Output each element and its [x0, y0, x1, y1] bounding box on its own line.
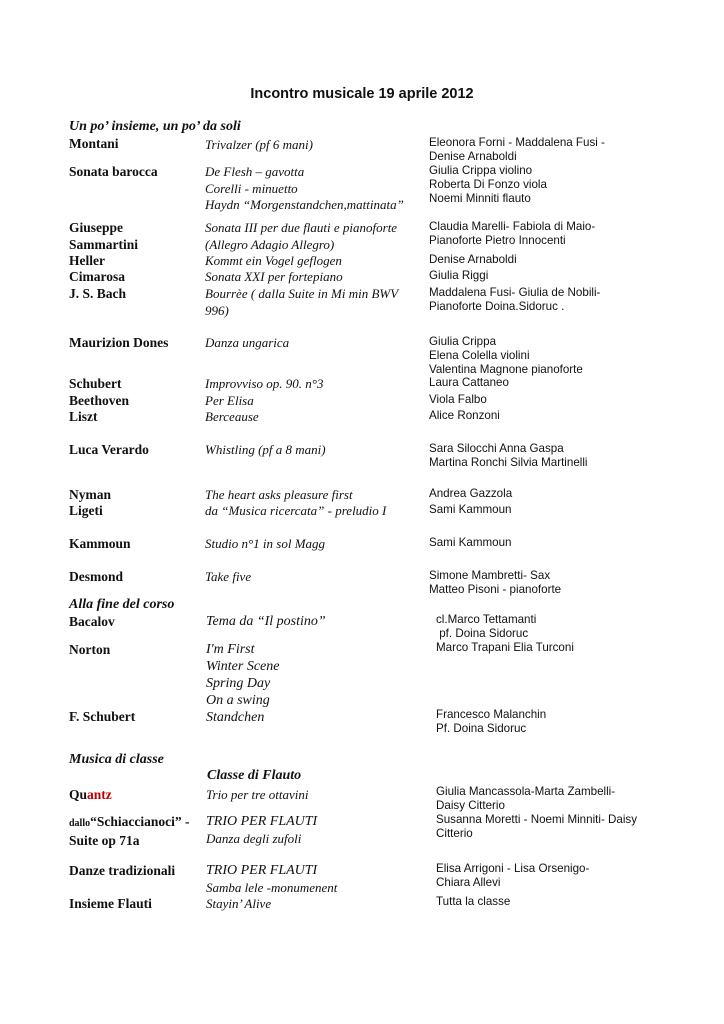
performers-desmond: Simone Mambretti- Sax Matteo Pisoni - pianoforte	[429, 569, 562, 597]
page-title: Incontro musicale 19 aprile 2012	[250, 86, 474, 102]
work-desmond: Take five	[205, 569, 252, 584]
section-heading-3: Musica di classe	[69, 752, 164, 767]
composer-schiaccianoci: dallo“Schiaccianoci” - Suite op 71a	[69, 814, 190, 848]
work-sammartini: Sonata III per due flauti e pianoforte (Allegro Adagio Allegro)	[205, 220, 398, 252]
composer-ligeti: Ligeti	[69, 503, 103, 518]
work-danze-tradizionali: TRIO PER FLAUTI Samba lele -monumenent	[206, 863, 338, 895]
work-dones: Danza ungarica	[205, 335, 290, 350]
composer-bacalov: Bacalov	[69, 614, 115, 629]
composer-schubert: Schubert	[69, 376, 122, 391]
performers-norton: Marco Trapani Elia Turconi	[436, 641, 574, 654]
work-bacalov: Tema da “Il postino”	[206, 614, 326, 629]
performers-nyman: Andrea Gazzola	[429, 487, 513, 500]
work-bach: Bourrèe ( dalla Suite in Mi min BWV 996)	[205, 286, 399, 318]
work-sonata-barocca: De Flesh – gavotta Corelli - minuetto Haydn “Morgenstandchen,mattinata”	[205, 164, 404, 212]
performers-kammoun: Sami Kammoun	[429, 536, 512, 549]
performers-liszt: Alice Ronzoni	[429, 409, 500, 422]
work-f-schubert: Standchen	[206, 710, 265, 725]
work-schubert: Improvviso op. 90. n°3	[205, 376, 324, 391]
composer-kammoun: Kammoun	[69, 536, 131, 551]
composer-f-schubert: F. Schubert	[69, 709, 136, 724]
work-montani: Trivalzer (pf 6 mani)	[205, 137, 313, 152]
composer-sonata-barocca: Sonata barocca	[69, 164, 158, 179]
work-nyman: The heart asks pleasure first	[205, 487, 353, 502]
composer-norton: Norton	[69, 642, 111, 657]
composer-danze-tradizionali: Danze tradizionali	[69, 863, 176, 878]
performers-insieme-flauti: Tutta la classe	[436, 895, 511, 908]
performers-montani: Eleonora Forni - Maddalena Fusi - Denise Arnaboldi	[429, 136, 605, 164]
composer-beethoven: Beethoven	[69, 393, 129, 408]
work-schiaccianoci: TRIO PER FLAUTI Danza degli zufoli	[206, 814, 318, 846]
work-insieme-flauti: Stayin’ Alive	[206, 896, 272, 911]
performers-ligeti: Sami Kammoun	[429, 503, 512, 516]
performers-sammartini: Claudia Marelli- Fabiola di Maio- Pianoforte Pietro Innocenti	[429, 220, 596, 248]
section-heading-2: Alla fine del corso	[69, 597, 175, 612]
composer-quantz: Quantz	[69, 787, 112, 802]
performers-verardo: Sara Silocchi Anna Gaspa Martina Ronchi Silvia Martinelli	[429, 442, 588, 470]
composer-verardo: Luca Verardo	[69, 442, 149, 457]
composer-bach: J. S. Bach	[69, 286, 127, 301]
performers-bach: Maddalena Fusi- Giulia de Nobili- Pianoforte Doina.Sidoruc .	[429, 286, 601, 314]
work-cimarosa: Sonata XXI per fortepiano	[205, 269, 343, 284]
composer-insieme-flauti: Insieme Flauti	[69, 896, 152, 911]
performers-heller: Denise Arnaboldi	[429, 253, 517, 266]
work-ligeti: da “Musica ricercata” - preludio I	[205, 503, 387, 518]
work-verardo: Whistling (pf a 8 mani)	[205, 442, 326, 457]
performers-dones: Giulia Crippa Elena Colella violini Valentina Magnone pianoforte	[429, 335, 583, 377]
composer-desmond: Desmond	[69, 569, 124, 584]
performers-schubert: Laura Cattaneo	[429, 376, 509, 389]
section-heading-1: Un po’ insieme, un po’ da soli	[69, 119, 241, 134]
work-quantz: Trio per tre ottavini	[206, 787, 309, 802]
performers-danze-tradizionali: Elisa Arrigoni - Lisa Orsenigo- Chiara Allevi	[436, 862, 590, 890]
composer-heller: Heller	[69, 253, 105, 268]
performers-beethoven: Viola Falbo	[429, 393, 487, 406]
performers-quantz: Giulia Mancassola-Marta Zambelli- Daisy Citterio	[436, 785, 616, 813]
composer-cimarosa: Cimarosa	[69, 269, 125, 284]
performers-f-schubert: Francesco Malanchin Pf. Doina Sidoruc	[436, 708, 547, 736]
work-heller: Kommt ein Vogel geflogen	[205, 253, 342, 268]
section-subheading-flauto: Classe di Flauto	[207, 768, 302, 783]
composer-sammartini: Giuseppe Sammartini	[69, 220, 138, 252]
performers-sonata-barocca: Giulia Crippa violino Roberta Di Fonzo viola Noemi Minniti flauto	[429, 164, 547, 206]
composer-nyman: Nyman	[69, 487, 112, 502]
performers-schiaccianoci: Susanna Moretti - Noemi Minniti- Daisy Citterio	[436, 813, 638, 841]
performers-bacalov: cl.Marco Tettamanti pf. Doina Sidoruc	[436, 613, 537, 641]
work-beethoven: Per Elisa	[205, 393, 254, 408]
composer-montani: Montani	[69, 136, 119, 151]
composer-liszt: Liszt	[69, 409, 98, 424]
composer-dones: Maurizion Dones	[69, 335, 169, 350]
composer-quantz-highlight: antz	[87, 787, 112, 802]
work-norton: I'm First Winter Scene Spring Day On a swing	[206, 642, 280, 708]
work-liszt: Berceause	[205, 409, 259, 424]
work-kammoun: Studio n°1 in sol Magg	[205, 536, 326, 551]
performers-cimarosa: Giulia Riggi	[429, 269, 489, 282]
